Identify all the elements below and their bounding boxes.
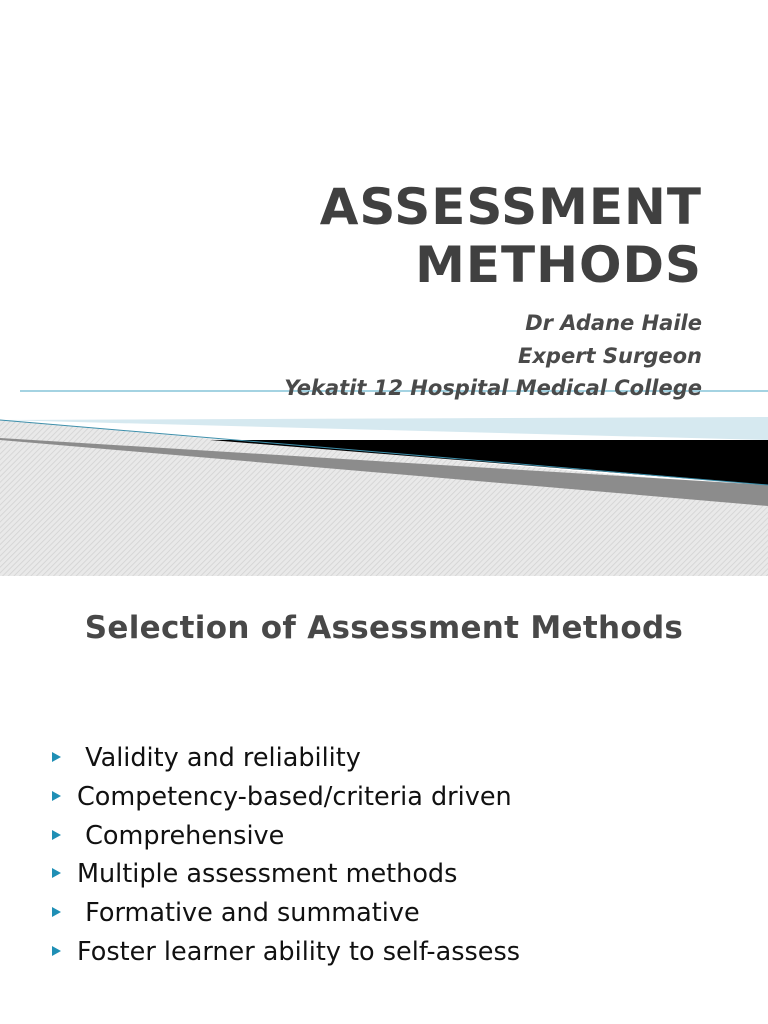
bullet-text: Validity and reliability xyxy=(77,743,361,773)
subtitle-line: Yekatit 12 Hospital Medical College xyxy=(284,376,702,400)
list-item xyxy=(52,855,520,894)
slide-title xyxy=(320,178,702,294)
bullet-text: Competency-based/criteria driven xyxy=(77,781,512,812)
decorative-band xyxy=(0,380,768,576)
triangle-bullet-icon xyxy=(52,868,61,878)
list-item xyxy=(52,894,520,933)
bullet-text: Comprehensive xyxy=(77,820,285,851)
triangle-bullet-icon xyxy=(52,946,61,956)
title-line: ASSESSMENT xyxy=(319,178,702,236)
bullet-text: Formative and summative xyxy=(77,898,420,929)
subtitle-line: Dr Adane Haile xyxy=(525,311,702,335)
triangle-bullet-icon xyxy=(52,791,61,801)
title-line: METHODS xyxy=(415,236,702,294)
content-slide xyxy=(0,576,768,1024)
bullet-list xyxy=(52,739,520,972)
list-item xyxy=(52,933,520,972)
subtitle-line: Expert Surgeon xyxy=(518,343,702,368)
triangle-bullet-icon xyxy=(52,830,61,840)
list-item xyxy=(52,778,520,817)
list-item xyxy=(52,817,520,856)
triangle-bullet-icon xyxy=(52,752,61,762)
list-item xyxy=(52,739,520,778)
bullet-text: Foster learner ability to self-assess xyxy=(77,936,521,967)
slide-subtitle xyxy=(284,307,702,405)
triangle-bullet-icon xyxy=(52,907,61,917)
bullet-text: Multiple assessment methods xyxy=(77,859,458,890)
slide-heading: Selection of Assessment Methods xyxy=(84,610,684,646)
